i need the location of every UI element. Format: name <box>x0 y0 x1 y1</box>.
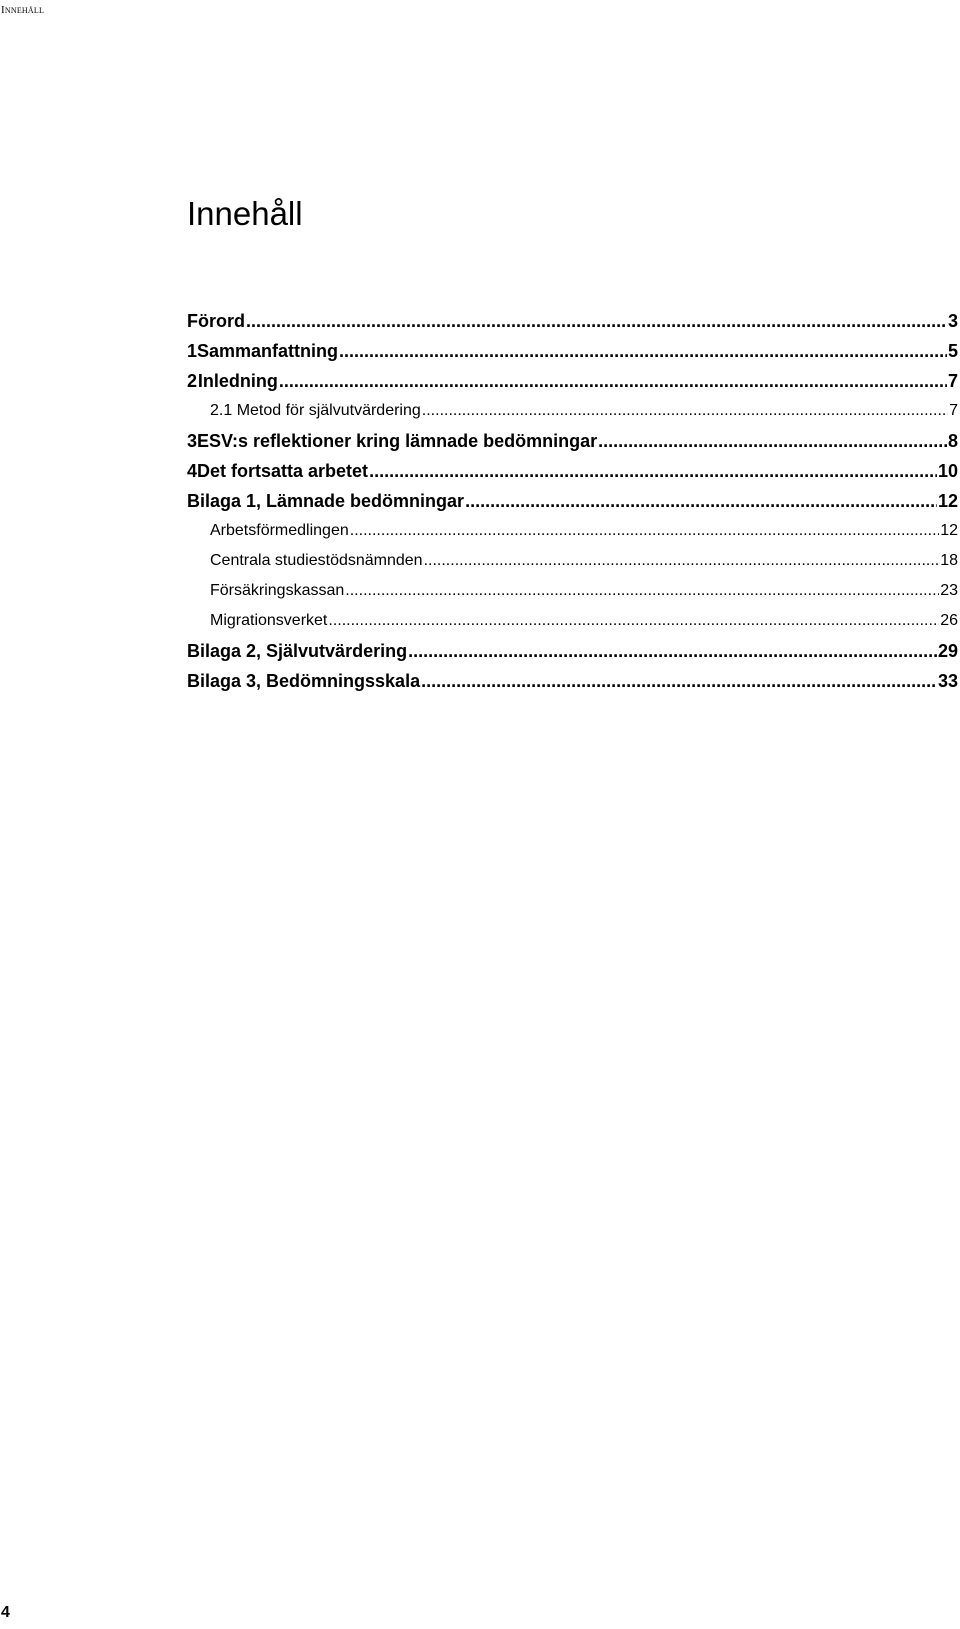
toc-entry-forord[interactable] <box>187 306 958 336</box>
toc-entry-label: Bilaga 3, Bedömningsskala <box>187 671 421 691</box>
toc-page-number: 33 <box>937 671 958 691</box>
toc-entry-label: 2.1 Metod för självutvärdering <box>210 402 421 419</box>
toc-dot-leader <box>598 426 947 456</box>
toc-entry-label: Arbetsförmedlingen <box>210 522 349 539</box>
toc-entry-label: Migrationsverket <box>210 612 328 629</box>
toc-entry-bilaga-3[interactable] <box>187 666 958 696</box>
toc-dot-leader <box>421 666 937 696</box>
toc-page-number: 7 <box>949 402 958 419</box>
toc-dot-leader <box>350 516 939 546</box>
toc-page-number: 18 <box>940 552 958 569</box>
toc-dot-leader <box>369 456 937 486</box>
toc-page-number: 5 <box>947 341 958 361</box>
toc-page-number: 12 <box>940 522 958 539</box>
toc-page-number: 10 <box>937 461 958 481</box>
toc-entry-inledning[interactable] <box>187 366 958 396</box>
toc-entry-forsakringskassan[interactable] <box>187 576 958 606</box>
toc-page-number: 8 <box>947 431 958 451</box>
toc-page-number: 29 <box>937 641 958 661</box>
toc-page-number: 23 <box>940 582 958 599</box>
toc-entry-bilaga-2[interactable] <box>187 636 958 666</box>
toc-entry-label: Förord <box>187 311 245 331</box>
toc-page-number: 7 <box>947 371 958 391</box>
page-title: Innehåll <box>187 195 303 232</box>
toc-dot-leader <box>246 306 947 336</box>
toc-entry-label: Bilaga 2, Självutvärdering <box>187 641 408 661</box>
toc-section-number: 1 <box>187 341 198 361</box>
toc-entry-csn[interactable] <box>187 546 958 576</box>
toc-section-number: 2 <box>187 371 198 391</box>
toc-entry-arbetsformedlingen[interactable] <box>187 516 958 546</box>
toc-entry-label: Inledning <box>197 371 278 391</box>
toc-dot-leader <box>422 396 948 426</box>
toc-entry-metod[interactable] <box>187 396 958 426</box>
toc-entry-esv-reflektioner[interactable] <box>187 426 958 456</box>
page-number: 4 <box>1 1604 10 1621</box>
toc-dot-leader <box>465 486 937 516</box>
toc-dot-leader <box>408 636 937 666</box>
toc-entry-sammanfattning[interactable] <box>187 336 958 366</box>
toc-page-number: 26 <box>940 612 958 629</box>
toc-entry-bilaga-1[interactable] <box>187 486 958 516</box>
toc-page-number: 3 <box>947 311 958 331</box>
toc-entry-label: Sammanfattning <box>197 341 339 361</box>
toc-entry-label: Det fortsatta arbetet <box>197 461 369 481</box>
toc-dot-leader <box>328 606 939 636</box>
toc-dot-leader <box>345 576 939 606</box>
table-of-contents <box>187 306 958 696</box>
toc-entry-label: Bilaga 1, Lämnade bedömningar <box>187 491 465 511</box>
running-header: Innehåll <box>1 4 45 16</box>
toc-dot-leader <box>424 546 940 576</box>
toc-entry-label: Centrala studiestödsnämnden <box>210 552 423 569</box>
toc-section-number: 4 <box>187 461 198 481</box>
toc-dot-leader <box>339 336 947 366</box>
toc-dot-leader <box>279 366 947 396</box>
toc-entry-label: ESV:s reflektioner kring lämnade bedömningar <box>197 431 598 451</box>
toc-section-number: 3 <box>187 431 198 451</box>
toc-page-number: 12 <box>937 491 958 511</box>
toc-entry-migrationsverket[interactable] <box>187 606 958 636</box>
toc-entry-fortsatta-arbetet[interactable] <box>187 456 958 486</box>
toc-entry-label: Försäkringskassan <box>210 582 345 599</box>
